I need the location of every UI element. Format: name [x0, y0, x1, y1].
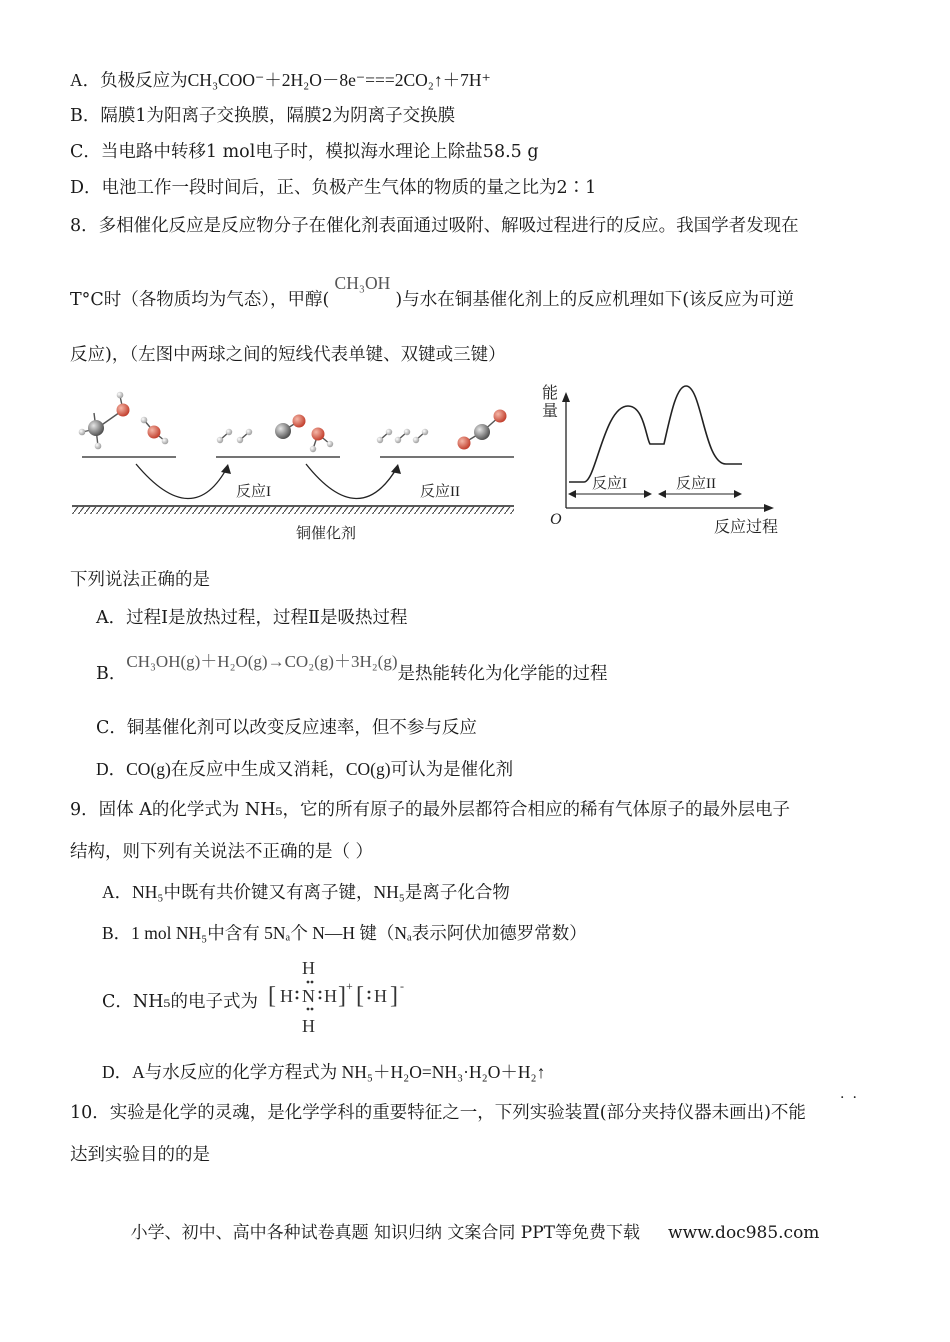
- lewis-h-right: H: [324, 986, 337, 1006]
- q10-stem-line1: 10．实验是化学的灵魂，是化学学科的重要特征之一，下列实验装置(部分夹持仪器未画出)不能: [70, 1103, 806, 1123]
- lewis-n: N: [302, 986, 315, 1006]
- lewis-minus: -: [400, 979, 404, 993]
- x-axis-label: 反应过程: [714, 519, 779, 536]
- q7-option-c: C．当电路中转移1 mol电子时，模拟海水理论上除盐58.5 g: [70, 142, 539, 162]
- svg-text:[: [: [268, 983, 276, 1009]
- q8-stem-line2: [70, 273, 795, 312]
- lewis-plus: +: [346, 979, 353, 993]
- q9-option-b: B．1 mol NH₅中含有 5Nₐ个 N—H 键（Nₐ表示阿伏加德罗常数）: [102, 923, 587, 943]
- energy-curve: [569, 386, 742, 482]
- emphasis-dots: ··: [840, 1090, 865, 1106]
- svg-text:]: ]: [390, 983, 398, 1009]
- catalyst-mechanism-figure: [68, 384, 518, 546]
- svg-text:[: [: [356, 983, 364, 1009]
- q10-stem-line2: 达到实验目的的是: [70, 1145, 210, 1165]
- lewis-hydride: H: [374, 986, 387, 1006]
- q8-line2-post: )与水在铜基催化剂上的反应机理如下(该反应为可逆: [395, 290, 795, 310]
- lewis-h-top: H: [302, 958, 315, 978]
- lewis-h-left: H: [280, 986, 293, 1006]
- q9-stem-line1: 9．固体 A的化学式为 NH₅，它的所有原子的最外层都符合相应的稀有气体原子的最外层电子: [70, 800, 790, 820]
- q7-option-a: A．负极反应为CH₃COO⁻＋2H₂O－8e⁻===2CO₂↑＋7H⁺: [70, 70, 491, 90]
- footer-text: 小学、初中、高中各种试卷真题 知识归纳 文案合同 PPT等免费下载: [130, 1223, 641, 1243]
- svg-text:]: ]: [338, 983, 346, 1009]
- q8-stem-line1: 8．多相催化反应是反应物分子在催化剂表面通过吸附、解吸过程进行的反应。我国学者发现在: [70, 216, 799, 236]
- origin-label: O: [550, 511, 562, 528]
- methanol-molecule: [82, 396, 123, 446]
- q9-option-d: D．A与水反应的化学方程式为 NH₅＋H₂O=NH₃·H₂O＋H₂↑: [102, 1062, 546, 1082]
- q8-line2-pre: T°C时（各物质均为气态），甲醇(: [70, 290, 330, 310]
- q8-option-c: C．铜基催化剂可以改变反应速率，但不参与反应: [96, 718, 477, 738]
- energy-reaction1-label: 反应I: [592, 476, 627, 492]
- q8-question: 下列说法正确的是: [70, 570, 210, 590]
- reaction1-label: 反应I: [236, 484, 271, 500]
- q9-option-a: A．NH₅中既有共价键又有离子键，NH₅是离子化合物: [102, 882, 510, 902]
- q7-option-b: B．隔膜1为阳离子交换膜，隔膜2为阴离子交换膜: [70, 106, 456, 126]
- footer-url[interactable]: www.doc985.com: [668, 1223, 820, 1243]
- q7-option-d: D．电池工作一段时间后，正、负极产生气体的物质的量之比为2∶1: [70, 178, 597, 198]
- page-footer: [0, 1218, 950, 1243]
- q8-option-d: D．CO(g)在反应中生成又消耗，CO(g)可认为是催化剂: [96, 759, 514, 779]
- q9-option-c: C．NH₅的电子式为: [102, 992, 258, 1012]
- reaction2-label: 反应II: [420, 484, 460, 500]
- q8-option-b-equation: CH₃OH(g)＋H₂O(g)→CO₂(g)＋3H₂(g): [126, 652, 398, 671]
- methanol-formula: CH₃OH: [334, 273, 391, 293]
- svg-text:量: 量: [542, 403, 559, 420]
- energy-reaction2-label: 反应II: [676, 476, 716, 492]
- q8-option-b-text: 是热能转化为化学能的过程: [397, 664, 608, 684]
- q8-option-b-label: B．: [96, 664, 127, 684]
- q8-option-a: A．过程Ⅰ是放热过程，过程Ⅱ是吸热过程: [96, 608, 408, 628]
- energy-diagram: [536, 378, 796, 544]
- lewis-h-bottom: H: [302, 1016, 315, 1036]
- energy-axis-label-top: 能: [542, 385, 559, 402]
- q8-stem-line3: 反应)，（左图中两球之间的短线代表单键、双键或三键）: [70, 345, 506, 365]
- catalyst-label: 铜催化剂: [296, 526, 357, 542]
- nh5-lewis-structure: [266, 954, 416, 1036]
- q9-stem-line2: 结构，则下列有关说法不正确的是（ ）: [70, 842, 374, 862]
- q8-option-b: [96, 652, 608, 686]
